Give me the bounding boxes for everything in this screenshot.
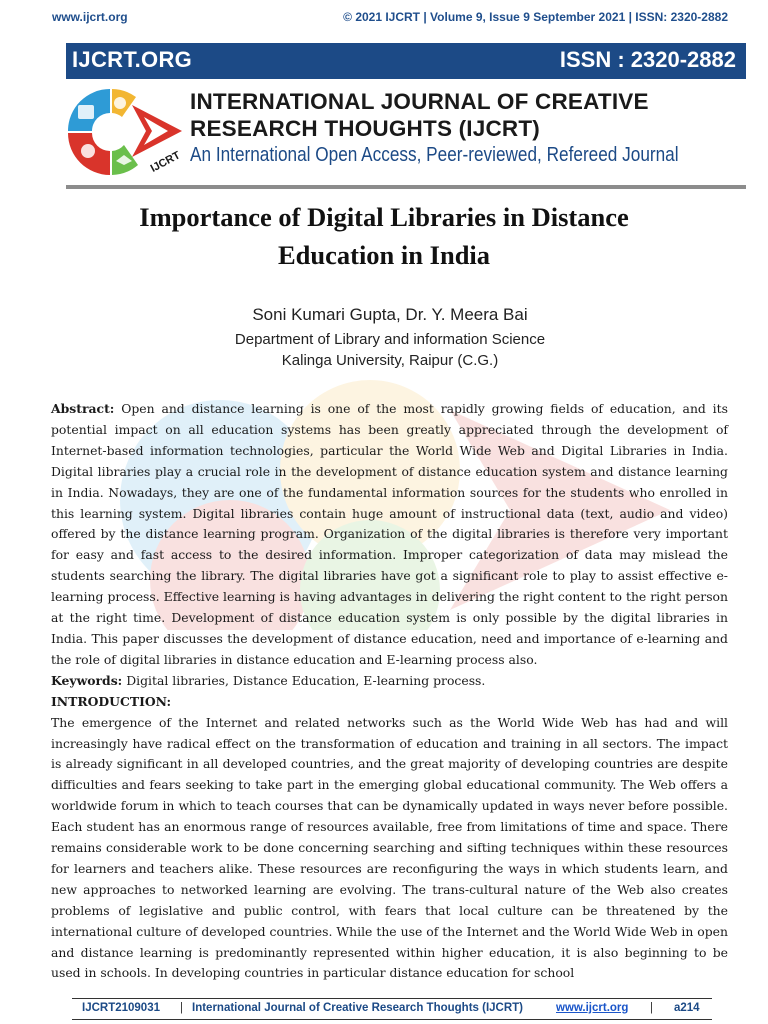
journal-title-line2: RESEARCH THOUGHTS (IJCRT) (190, 116, 541, 141)
journal-subtitle: An International Open Access, Peer-reviewed, Refereed Journal (190, 144, 679, 166)
header-citation: © 2021 IJCRT | Volume 9, Issue 9 September 2021 | ISSN: 2320-2882 (343, 10, 728, 24)
affiliation-university: Kalinga University, Raipur (C.G.) (281, 352, 499, 369)
banner-issn: ISSN : 2320-2882 (559, 47, 736, 72)
article-title-line1: Importance of Digital Libraries in Distance (139, 202, 629, 232)
journal-title (190, 88, 750, 142)
header-divider (66, 185, 746, 189)
introduction-heading: INTRODUCTION: (51, 693, 172, 709)
ijcrt-logo-icon (62, 83, 190, 179)
journal-title-line1: INTERNATIONAL JOURNAL OF CREATIVE (190, 89, 649, 114)
keywords-label: Keywords: (51, 672, 123, 688)
abstract-paragraph (51, 399, 728, 671)
footer-journal-name: International Journal of Creative Research Thoughts (IJCRT) (192, 1002, 523, 1014)
footer-page-number: a214 (674, 1002, 700, 1014)
article-body (51, 399, 728, 984)
page-header (0, 0, 768, 28)
page-footer (72, 998, 712, 1020)
logo-text: IJCRT (148, 149, 183, 175)
affiliation-department: Department of Library and information Science (234, 331, 546, 348)
keywords-text: Digital libraries, Distance Education, E-learning process. (122, 672, 486, 688)
introduction-paragraph: The emergence of the Internet and related networks such as the World Wide Web has had and will increasingly have radical effect on the transformation of education and training in all sectors. The impact is already significant in all developed countries, and the great majority of developing countries are despite difficulties and fears seeking to take part in the emerging global educational community. The Web offers a worldwide forum in which to teach courses that can be dynamically updated in ways never before possible. Each student has an enormous range of resources available, free from limitations of time and space. There remains considerable work to be done concerning searching and sifting techniques within these resources for learners and teachers alike. These resources are reconfiguring the ways in which students learn, and new approaches to networked learning are evolving. The trans-cultural nature of the Web also creates problems of legislative and public control, with fears that local culture can be threatened by the international culture of developed countries. While the use of the Internet and the World Wide Web in open and distance learning is predominantly represented within higher education, it is also beginning to be used in schools. In developing countries in particular distance education for school (51, 714, 728, 981)
footer-paper-id: IJCRT2109031 (82, 1002, 160, 1014)
article-authors: Soni Kumari Gupta, Dr. Y. Meera Bai (252, 305, 528, 324)
journal-banner (66, 43, 746, 79)
header-website-link[interactable]: www.ijcrt.org (52, 10, 128, 24)
article-title-line2: Education in India (277, 240, 491, 270)
footer-separator: | (180, 1002, 183, 1014)
footer-separator: | (650, 1002, 653, 1014)
abstract-label: Abstract: (51, 401, 115, 416)
article-title (60, 198, 708, 274)
footer-website-link[interactable]: www.ijcrt.org (556, 1002, 629, 1014)
banner-site-name: IJCRT.ORG (72, 47, 193, 72)
keywords-paragraph (51, 671, 728, 692)
abstract-text: Open and distance learning is one of the most rapidly growing fields of education, and its potential impact on all education systems has been greatly appreciated through the development of Internet-based information technologies, particular the World Wide Web and Digital Libraries in India. Digital libraries play a crucial role in the development of distance education system and distance learning in India. Nowadays, they are one of the fundamental information sources for the students who enrolled in this learning system. Digital libraries contain huge amount of instructional data (text, audio and video) offered by the distance learning program. Organization of the digital libraries is therefore very important for easy and fast access to the desired information. Improper categorization of data may mislead the students searching the library. The digital libraries have got a significant role to play to assist effective e-learning process. Effective learning is having advantages in delivering the right content to the right person at the right time. Development of distance education system is only possible by the digital libraries in India. This paper discusses the development of distance education, need and importance of e-learning and the role of digital libraries in distance education and E-learning process also. (51, 401, 728, 667)
